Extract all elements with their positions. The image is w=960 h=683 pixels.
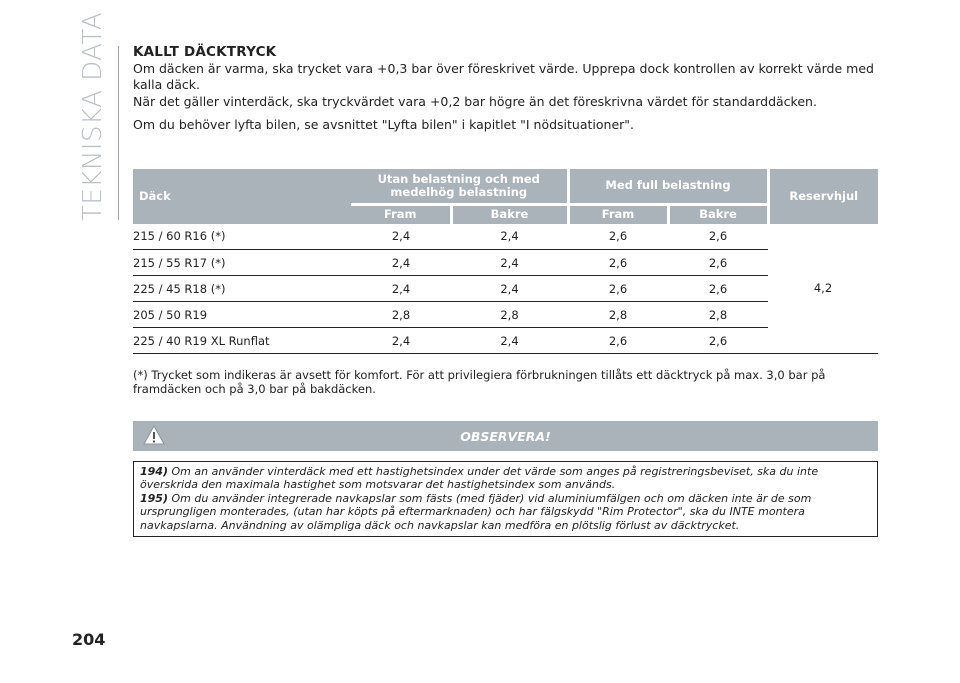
tire-size: 225 / 40 R19 XL Runflat bbox=[133, 328, 351, 354]
pressure-value: 2,4 bbox=[351, 276, 451, 302]
notice-body bbox=[133, 461, 878, 537]
notice-text: Om du använder integrerade navkapslar som fästs (med fjäder) vid aluminiumfälgen och om däcken inte är de som ursprungligen monterades, (utan har köpts på eftermarknaden) och har fälgskydd "Rim Protector", ska du INTE montera navkapslarna. Användning av olämpliga däck och navkapslar kan medföra en plötslig förlust av däcktrycket. bbox=[140, 491, 812, 532]
pressure-value: 2,6 bbox=[568, 276, 668, 302]
header-normal-load: Utan belastning och med medelhög belastning bbox=[351, 169, 568, 204]
table-row bbox=[133, 250, 878, 276]
tire-size: 215 / 55 R17 (*) bbox=[133, 250, 351, 276]
page-number: 204 bbox=[72, 630, 106, 649]
tire-pressure-table bbox=[133, 169, 878, 354]
section-content bbox=[133, 44, 878, 133]
chapter-side-title bbox=[72, 11, 112, 221]
tire-size: 215 / 60 R16 (*) bbox=[133, 224, 351, 250]
subheader-rear: Bakre bbox=[668, 204, 768, 224]
pressure-value: 2,6 bbox=[668, 224, 768, 250]
chapter-side-title-text: TEKNISKA DATA bbox=[78, 11, 108, 221]
notice-item bbox=[140, 492, 871, 532]
tire-size: 225 / 45 R18 (*) bbox=[133, 276, 351, 302]
pressure-value: 2,8 bbox=[451, 302, 568, 328]
pressure-value: 2,6 bbox=[668, 276, 768, 302]
section-heading: KALLT DÄCKTRYCK bbox=[133, 44, 277, 60]
paragraph-warm-tires: Om däcken är varma, ska trycket vara +0,3 bar över föreskrivet värde. Upprepa dock kontrollen av korrekt värde med kalla däck. bbox=[133, 61, 874, 92]
pressure-value: 2,6 bbox=[568, 224, 668, 250]
notice-header bbox=[133, 421, 878, 451]
spare-wheel-pressure: 4,2 bbox=[768, 224, 878, 354]
subheader-rear: Bakre bbox=[451, 204, 568, 224]
notice-text: Om an använder vinterdäck med ett hastighetsindex under det värde som anges på registreringsbeviset, ska du inte överskrida den maximala hastighet som motsvarar det hastighetsindex som används. bbox=[140, 465, 819, 492]
notice-ref: 194) bbox=[140, 465, 168, 478]
table-footnote: (*) Trycket som indikeras är avsett för komfort. För att privilegiera förbrukningen tillåts ett däcktryck på max. 3,0 bar på framdäcken och på 3,0 bar på bakdäcken. bbox=[133, 368, 826, 396]
header-tire: Däck bbox=[133, 169, 351, 224]
table-row bbox=[133, 224, 878, 250]
notice-title: OBSERVERA! bbox=[460, 429, 551, 444]
pressure-value: 2,6 bbox=[668, 250, 768, 276]
subheader-front: Fram bbox=[351, 204, 451, 224]
pressure-value: 2,4 bbox=[451, 328, 568, 354]
paragraph-lift-car: Om du behöver lyfta bilen, se avsnittet "Lyfta bilen" i kapitlet "I nödsituationer". bbox=[133, 117, 634, 132]
pressure-value: 2,4 bbox=[351, 250, 451, 276]
header-full-load: Med full belastning bbox=[568, 169, 768, 204]
pressure-value: 2,4 bbox=[351, 224, 451, 250]
notice-item bbox=[140, 465, 871, 492]
pressure-value: 2,4 bbox=[451, 250, 568, 276]
pressure-value: 2,4 bbox=[451, 276, 568, 302]
paragraph-winter-tires: När det gäller vinterdäck, ska tryckvärdet vara +0,2 bar högre än det föreskrivna värdet för standarddäcken. bbox=[133, 94, 817, 109]
pressure-value: 2,6 bbox=[668, 328, 768, 354]
chapter-side-divider bbox=[118, 46, 119, 220]
pressure-value: 2,6 bbox=[568, 250, 668, 276]
tire-size: 205 / 50 R19 bbox=[133, 302, 351, 328]
pressure-value: 2,4 bbox=[351, 328, 451, 354]
subheader-front: Fram bbox=[568, 204, 668, 224]
pressure-value: 2,8 bbox=[351, 302, 451, 328]
table-row bbox=[133, 328, 878, 354]
pressure-value: 2,4 bbox=[451, 224, 568, 250]
table-row bbox=[133, 276, 878, 302]
notice-ref: 195) bbox=[140, 491, 168, 505]
pressure-value: 2,6 bbox=[568, 328, 668, 354]
header-spare-wheel: Reservhjul bbox=[768, 169, 878, 224]
pressure-value: 2,8 bbox=[668, 302, 768, 328]
table-row bbox=[133, 302, 878, 328]
pressure-value: 2,8 bbox=[568, 302, 668, 328]
